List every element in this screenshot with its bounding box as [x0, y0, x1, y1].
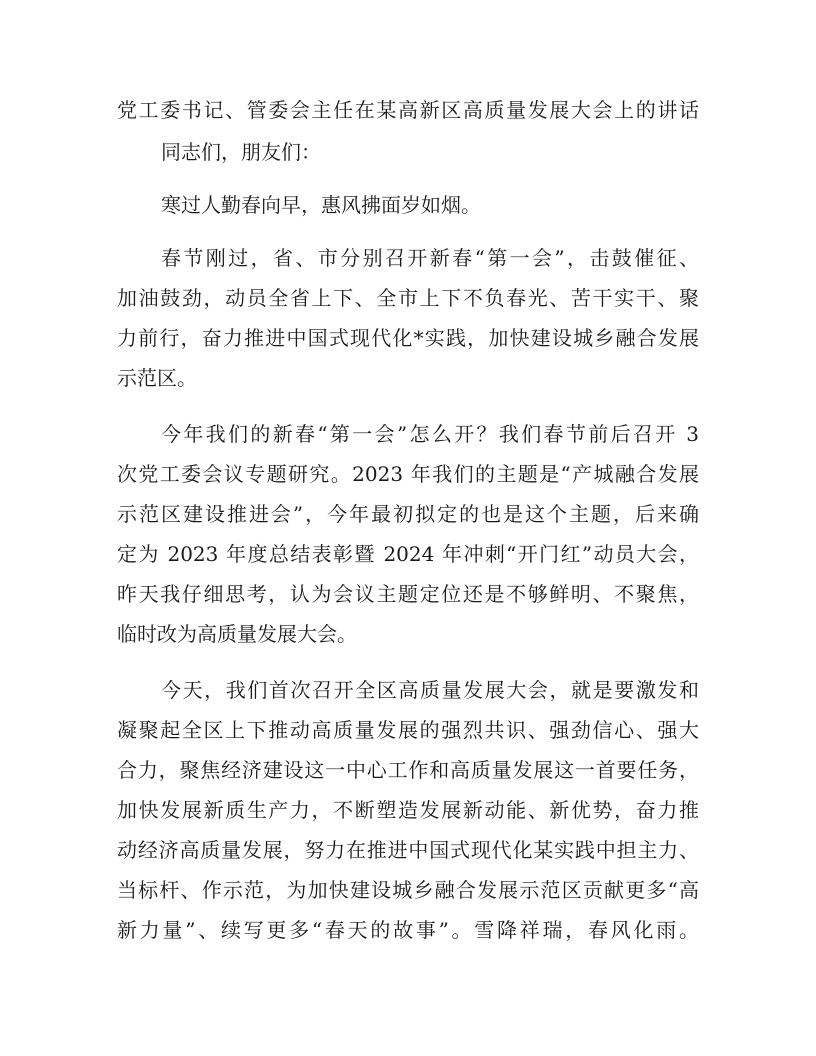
paragraph-line: 临时改为高质量发展大会。 — [117, 622, 357, 646]
paragraph-line: 动经济高质量发展，努力在推进中国式现代化某实践中担主力、 — [117, 838, 699, 862]
document-title: 党工委书记、管委会主任在某高新区高质量发展大会上的讲话 — [117, 98, 699, 122]
salutation: 同志们，朋友们： — [161, 140, 321, 164]
paragraph-line: 今天，我们首次召开全区高质量发展大会，就是要激发和 — [161, 678, 699, 702]
document-page — [117, 90, 699, 950]
paragraph-line: 定为 2023 年度总结表彰暨 2024 年冲刺“开门红”动员大会， — [117, 542, 699, 566]
paragraph-line: 次党工委会议专题研究。2023 年我们的主题是“产城融合发展 — [117, 462, 699, 486]
paragraph-line: 昨天我仔细思考，认为会议主题定位还是不够鲜明、不聚焦， — [117, 582, 699, 606]
paragraph-line: 今年我们的新春“第一会”怎么开？我们春节前后召开 3 — [161, 422, 699, 446]
paragraph-line: 新力量”、续写更多“春天的故事”。雪降祥瑞，春风化雨。 — [117, 918, 699, 942]
paragraph-1 — [117, 238, 699, 398]
paragraph-line: 凝聚起全区上下推动高质量发展的强烈共识、强劲信心、强大 — [117, 718, 699, 742]
paragraph-3 — [117, 670, 699, 950]
paragraph-2 — [117, 414, 699, 654]
paragraph-line: 加快发展新质生产力，不断塑造发展新动能、新优势，奋力推 — [117, 798, 699, 822]
opening-line: 寒过人勤春向早，惠风拂面岁如烟。 — [161, 193, 481, 217]
paragraph-line: 示范区建设推进会”，今年最初拟定的也是这个主题，后来确 — [117, 502, 699, 526]
paragraph-line: 示范区。 — [117, 366, 197, 390]
paragraph-line: 合力，聚焦经济建设这一中心工作和高质量发展这一首要任务， — [117, 758, 699, 782]
paragraph-line: 力前行，奋力推进中国式现代化*实践，加快建设城乡融合发展 — [117, 326, 699, 350]
paragraph-line: 当标杆、作示范，为加快建设城乡融合发展示范区贡献更多“高 — [117, 878, 699, 902]
paragraph-line: 春节刚过，省、市分别召开新春“第一会”，击鼓催征、 — [161, 246, 699, 270]
paragraph-line: 加油鼓劲，动员全省上下、全市上下不负春光、苦干实干、聚 — [117, 286, 699, 310]
